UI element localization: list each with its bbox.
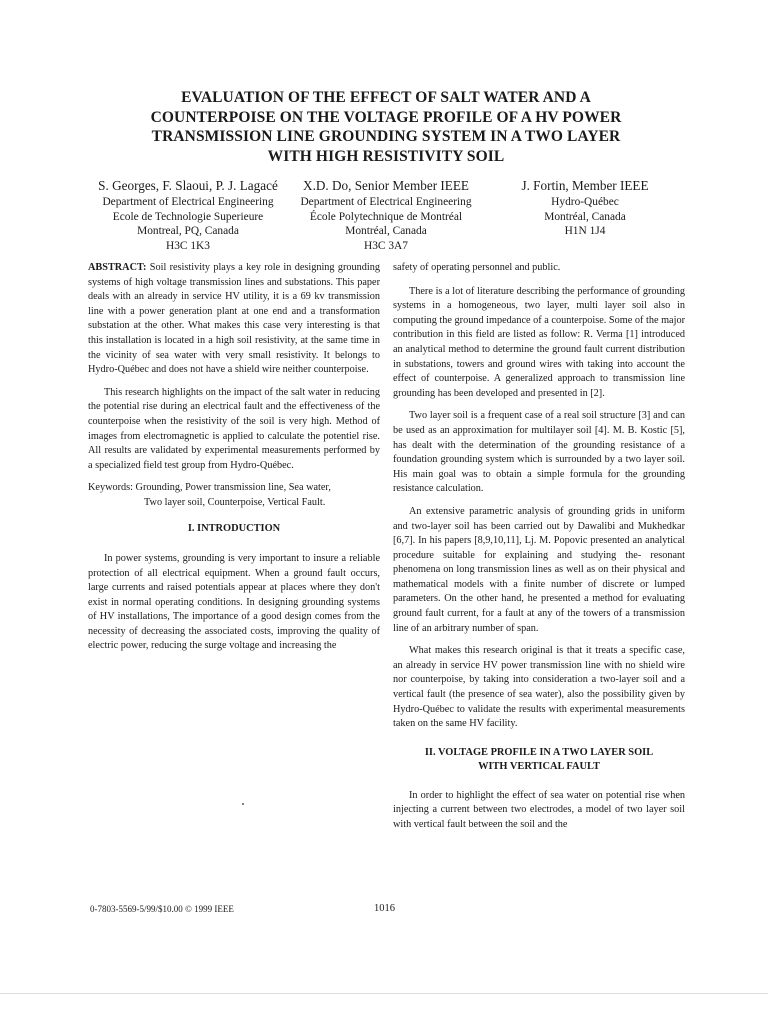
author-name: J. Fortin, Member IEEE xyxy=(521,178,649,193)
section-heading-voltage-profile xyxy=(393,746,685,775)
author-name: S. Georges, F. Slaoui, P. J. Lagacé xyxy=(98,178,278,193)
author-name: X.D. Do, Senior Member IEEE xyxy=(303,178,469,193)
abstract-label: ABSTRACT: xyxy=(88,262,147,273)
scan-speck xyxy=(242,803,244,805)
abstract-paragraph xyxy=(88,261,380,378)
author-affiliation: Department of Electrical Engineering xyxy=(300,196,472,208)
author-affiliation: Montréal, Canada xyxy=(544,210,626,223)
heading-line: II. VOLTAGE PROFILE IN A TWO LAYER SOIL xyxy=(424,746,654,758)
page-number: 1016 xyxy=(374,903,395,914)
author-affiliation: H3C 3A7 xyxy=(364,239,408,252)
section2-paragraph: In order to highlight the effect of sea water on potential rise when injecting a current between two electrodes, a model of two layer soil with vertical fault between the soil and the xyxy=(393,789,685,830)
title-line: COUNTERPOISE ON THE VOLTAGE PROFILE OF A HV POWER xyxy=(150,108,622,126)
author-block-1 xyxy=(88,177,288,253)
copyright-notice: 0-7803-5569-5/99/$10.00 © 1999 IEEE xyxy=(90,904,234,914)
keywords-line-2: Two layer soil, Counterpoise, Vertical Fault. xyxy=(144,496,326,508)
section-heading-introduction: I. INTRODUCTION xyxy=(187,522,281,534)
title-line: EVALUATION OF THE EFFECT OF SALT WATER AND A xyxy=(181,89,591,106)
originality-paragraph: What makes this research original is that it treats a specific case, an already in service HV power transmission line with no shield wire nor counterpoise, by taking into consideration a two-layer soil and a vertical fault (the presence of sea water), also the possibility given by Hydro-Québec to validate the results with experimental measurements taken on the same HV facility. xyxy=(393,645,685,730)
continued-text: safety of operating personnel and public. xyxy=(393,262,561,273)
author-affiliation: H3C 1K3 xyxy=(166,239,210,252)
author-affiliation: Hydro-Québec xyxy=(551,196,619,208)
left-column xyxy=(88,261,380,654)
title-line: WITH HIGH RESISTIVITY SOIL xyxy=(267,147,505,165)
title-line: TRANSMISSION LINE GROUNDING SYSTEM IN A TWO LAYER xyxy=(151,128,621,146)
author-affiliation: H1N 1J4 xyxy=(564,225,606,238)
introduction-paragraph: In power systems, grounding is very important to insure a reliable protection of all electrical equipment. When a ground fault occurs, large currents and raised potentials appear at places where they don't exist in normal operating conditions. In designing grounding systems of HV installations, The importance of a good design comes from the necessity of decreasing the associated costs, improving the quality of electric power, reducing the surge voltage and increasing the xyxy=(88,552,380,652)
author-affiliation: Department of Electrical Engineering xyxy=(102,196,274,208)
two-layer-paragraph: Two layer soil is a frequent case of a real soil structure [3] and can be used as an approximation for multilayer soil [4]. M. B. Kostic [5], has dealt with the determination of the grounding resistance of a foundation grounding system which is surrounded by a two layer soil. His main goal was to obtain a simple formula for the grounding resistance calculation. xyxy=(393,410,685,495)
paper-title xyxy=(90,88,682,166)
author-affiliation: Ecole de Technologie Superieure xyxy=(112,210,264,223)
page-bottom-divider xyxy=(0,993,768,994)
author-affiliation: Montreal, PQ, Canada xyxy=(137,225,239,238)
abstract-paragraph-2: This research highlights on the impact of the salt water in reducing the potential rise during an electrical fault and the effectiveness of the counterpoise when the resistivity of the soil is very high. Method of images from electromagnetic is applied to calculate the potentiel rise. All results are validated by experimental measurements performed by a specialized field test group from Hydro-Québec. xyxy=(88,386,380,471)
keywords-line-1: Keywords: Grounding, Power transmission line, Sea water, xyxy=(88,482,331,494)
abstract-text: Soil resistivity plays a key role in designing grounding systems of high voltage transmission lines and substations. This paper deals with an already in service HV utility, it is a 69 kv transmission line with a power generation plant at one end and a transformation substation at the other. What makes this case very interesting is that this installation is located in a high soil resistivity, at the same time in the vicinity of sea water with very small resistivity. It belongs to Hydro-Québec and does not have a shield wire neither counterpoise. xyxy=(88,262,380,376)
parametric-paragraph: An extensive parametric analysis of grounding grids in uniform and two-layer soil has been carried out by Dawalibi and Mukhedkar [6,7]. In his papers [8,9,10,11], Lj. M. Popovic presented an analytical procedure suitable for explaining and studying the- resonant phenomena on long transmission lines as well as on their physical and mathematical models with a finite number of discrete or lumped parameters. On the other hand, he presented a method for evaluating ground fault current, for a fault at any of the towers of a transmission line of an arbitrary number of span. xyxy=(393,505,685,634)
author-affiliation: École Polytechnique de Montréal xyxy=(309,210,463,223)
author-affiliation: Montréal, Canada xyxy=(345,225,427,238)
literature-paragraph: There is a lot of literature describing the performance of grounding systems in a homogeneous, two layer, multi layer soil also in computing the ground impedance of a counterpoise. Some of the major contribution in this field are listed as follow: R. Verma [1] introduced an analytical method to determine the ground fault current distribution in substations, towers and ground wires with taking into account the effect of counterpoise. A generalized approach to transmission line grounding has been developed and presented in [2]. xyxy=(393,285,685,399)
heading-line: WITH VERTICAL FAULT xyxy=(478,761,600,773)
author-block-3 xyxy=(500,177,670,239)
author-block-2 xyxy=(286,177,486,253)
right-column xyxy=(393,261,685,832)
